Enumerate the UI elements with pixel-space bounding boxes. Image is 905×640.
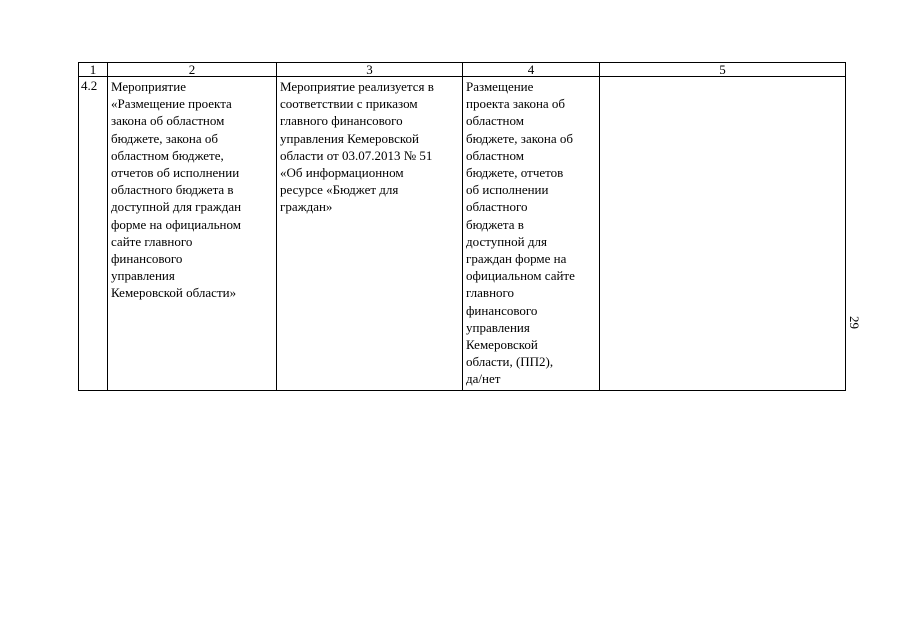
implementation-basis-text: Мероприятие реализуется в соответствии с приказом главного финансового управления Кемеровской области от 03.07.2013 № 51 «Об информационном ресурсе «Бюджет для граждан» bbox=[280, 79, 434, 215]
column-header-4: 4 bbox=[463, 63, 600, 77]
row-number-cell bbox=[79, 77, 108, 391]
table-row bbox=[79, 77, 846, 391]
activity-name-text: Мероприятие «Размещение проекта закона об областном бюджете, закона об областном бюджете, отчетов об исполнении областного бюджета в доступной для граждан форме на официальном сайте главного финансового управления Кемеровской области» bbox=[111, 79, 242, 301]
column-header-5: 5 bbox=[600, 63, 846, 77]
table-header-row bbox=[79, 63, 846, 77]
indicator-text: Размещение проекта закона об областном бюджете, закона об областном бюджете, отчетов об исполнении областного бюджета в доступной для граждан форме на официальном сайте главного финансового управления Кемеровской области, (ПП2), да/нет bbox=[466, 79, 575, 387]
indicator-cell bbox=[463, 77, 600, 391]
empty-column-5-cell bbox=[600, 77, 846, 391]
column-header-1: 1 bbox=[79, 63, 108, 77]
column-header-3: 3 bbox=[277, 63, 463, 77]
page-number: 29 bbox=[847, 316, 862, 329]
activity-name-cell bbox=[108, 77, 277, 391]
row-number: 4.2 bbox=[81, 78, 98, 93]
column-header-2: 2 bbox=[108, 63, 277, 77]
implementation-basis-cell bbox=[277, 77, 463, 391]
document-table bbox=[78, 62, 846, 391]
